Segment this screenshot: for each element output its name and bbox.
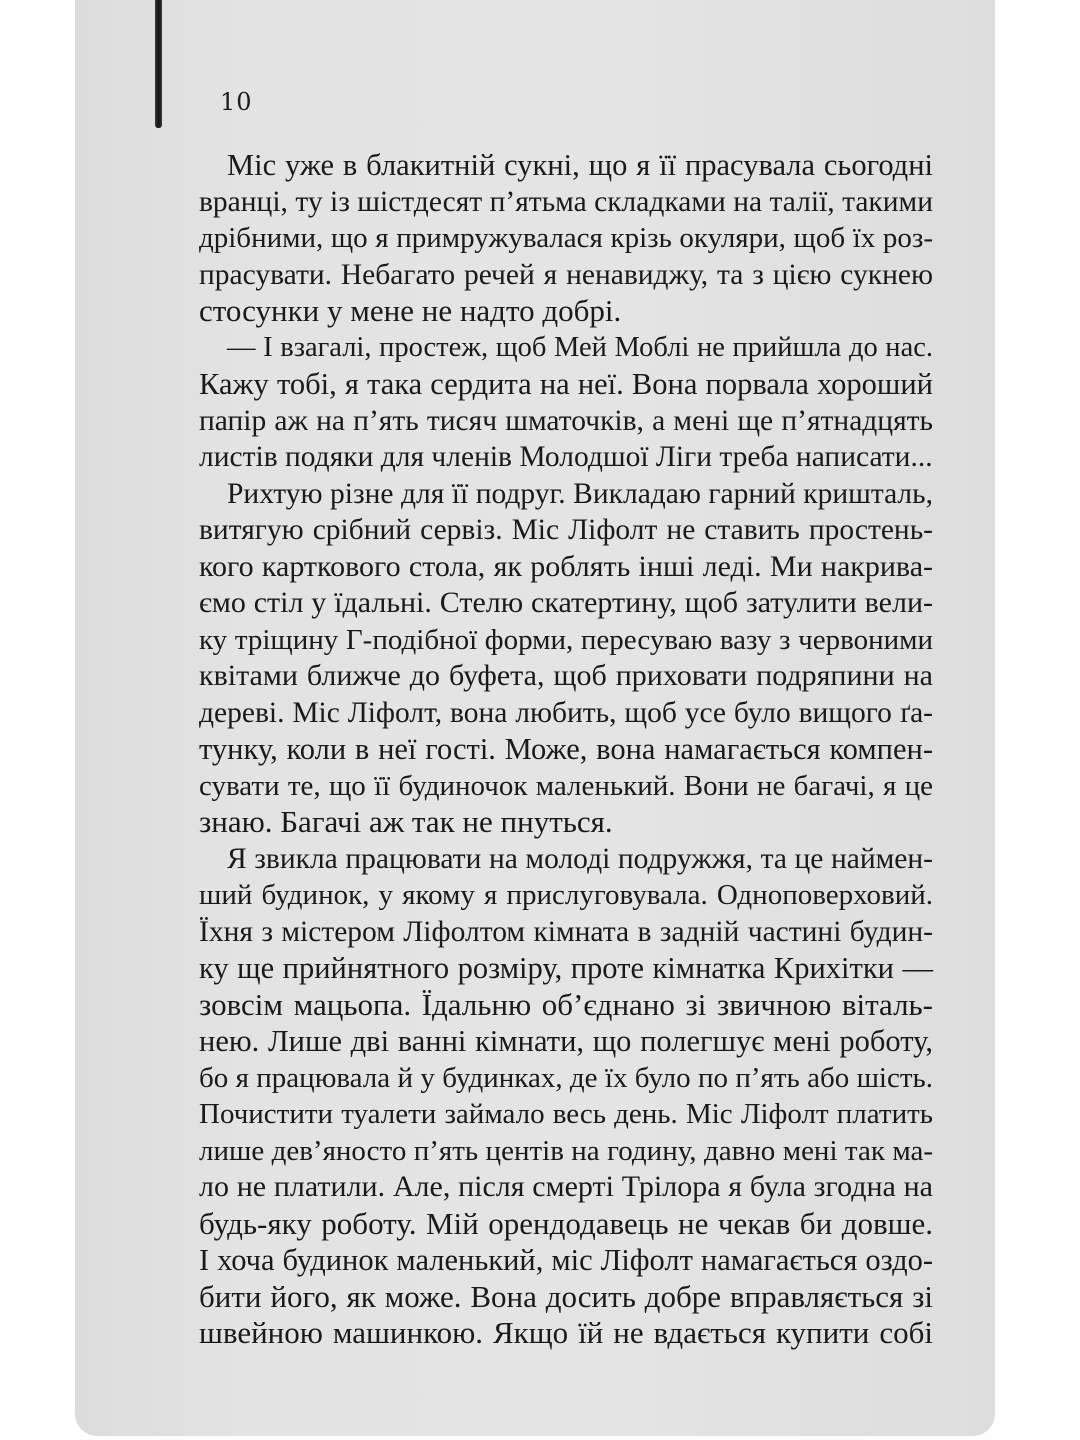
text-line: Я звикла працювати на молоді подружжя, та це наймен- <box>227 842 933 875</box>
text-line: ший будинок, у якому я прислуговувала. Одноповерховий. <box>199 879 933 911</box>
text-line: бити його, як може. Вона досить добре вправляється зі <box>199 1278 933 1314</box>
text-line: бо я працювала й у будинках, де їх було по п’ять або шість. <box>199 1061 933 1094</box>
text-line: ку тріщину Г-подібної форми, пересуваю вазу з червоними <box>199 623 933 656</box>
text-line: Почистити туалети займало весь день. Міс Ліфолт платить <box>199 1098 933 1130</box>
text-line: нею. Лише дві ванні кімнати, що полегшує мені роботу, <box>199 1024 933 1058</box>
text-line: витягую срібний сервіз. Міс Ліфолт не ставить простень- <box>199 514 933 546</box>
text-line: квітами ближче до буфета, щоб приховати подряпини на <box>199 659 933 692</box>
text-line: папір аж на п’ять тисяч шматочків, а мені ще п’ятнадцять <box>199 404 933 437</box>
text-line: сувати те, що її будиночок маленький. Вони не багачі, я це <box>199 769 933 802</box>
text-line: Рихтую різне для її подруг. Викладаю гарний кришталь, <box>227 477 933 510</box>
text-line: дрібними, що я примружувалася крізь окуляри, щоб їх роз- <box>199 222 933 254</box>
text-line: ку ще прийнятного розміру, проте кімнатка Крихітки — <box>199 951 933 985</box>
text-line: будь-яку роботу. Мій орендодавець не чекав би довше. <box>199 1205 933 1241</box>
text-line: кого карткового стола, як роблять інші леді. Ми накрива- <box>199 549 933 583</box>
text-line: Їхня з містером Ліфолтом кімната в задній частині будин- <box>199 915 933 948</box>
text-line: Кажу тобі, я така сердита на неї. Вона порвала хороший <box>199 367 933 401</box>
book-page <box>75 0 995 1436</box>
text-line: І хоча будинок маленький, міс Ліфолт намагається оздо- <box>199 1243 933 1277</box>
text-line: дереві. Міс Ліфолт, вона любить, щоб усе було вищого ґа- <box>199 696 933 729</box>
text-line: вранці, ту із шістдесят п’ятьма складками на талії, такими <box>199 185 933 218</box>
text-line: лише дев’яносто п’ять центів на годину, давно мені так ма- <box>199 1134 933 1167</box>
text-line: стосунки у мене не надто добрі. <box>199 293 622 328</box>
text-line: ло не платили. Але, після смерті Трілора я була згодна на <box>199 1170 933 1203</box>
text-line: — І взагалі, простеж, щоб Мей Моблі не прийшла до нас. <box>227 331 933 363</box>
page-number: 10 <box>220 88 253 116</box>
bookmark-ribbon <box>155 0 162 128</box>
text-line: прасувати. Небагато речей я ненавиджу, та з цією сукнею <box>199 258 933 291</box>
text-line: Міс уже в блакитній сукні, що я її прасувала сьогодні <box>227 148 933 182</box>
body-text <box>199 147 933 1352</box>
text-line: листів подяки для членів Молодшої Ліги треба написати... <box>199 441 933 473</box>
text-line: швейною машинкою. Якщо їй не вдається купити собі <box>199 1315 933 1350</box>
text-line: знаю. Багачі аж так не пнуться. <box>199 804 613 839</box>
text-line: зовсім мацьопа. Їдальню об’єднано зі звичною віталь- <box>199 986 933 1022</box>
text-line: тунку, коли в неї гості. Може, вона намагається компен- <box>199 732 933 766</box>
text-line: ємо стіл у їдальні. Стелю скатертину, щоб затулити вели- <box>199 586 933 619</box>
